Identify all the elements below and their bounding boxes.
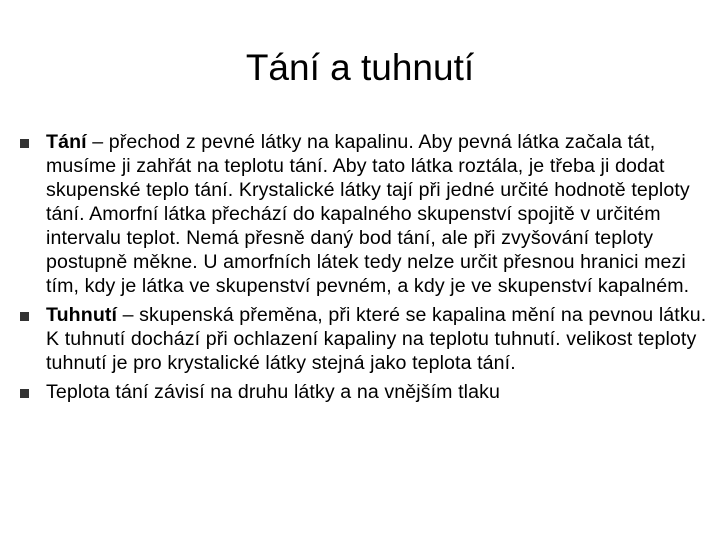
bullet-list (20, 130, 710, 409)
bullet-item-solidification (20, 303, 710, 375)
slide-title: Tání a tuhnutí (245, 47, 475, 88)
square-bullet-icon (20, 139, 29, 148)
square-bullet-icon (20, 312, 29, 321)
square-bullet-icon (20, 389, 29, 398)
bullet-item-melting (20, 130, 710, 298)
bullet-term: Tání (46, 131, 87, 153)
bullet-item-melting-point (20, 380, 710, 404)
bullet-text: – přechod z pevné látky na kapalinu. Aby pevná látka začala tát, musíme ji zahřát na teplotu tání. Aby tato látka roztála, je třeba ji dodat skupenské teplo tání. Krystalické látky tají při jedné určité hodnotě teploty tání. Amorfní látka přechází do kapalného skupenství spojitě v určitém intervalu teplot. Nemá přesně daný bod tání, ale při zvyšování teploty postupně měkne. U amorfních látek tedy nelze určit přesnou hranici mezi tím, kdy je látka ve skupenství pevném, a kdy je ve skupenství kapalném. (46, 131, 690, 297)
bullet-text: Teplota tání závisí na druhu látky a na vnějším tlaku (46, 381, 501, 403)
bullet-text: – skupenská přeměna, při které se kapalina mění na pevnou látku. K tuhnutí dochází při ochlazení kapaliny na teplotu tuhnutí. velikost teploty tuhnutí je pro krystalické látky stejná jako teplota tání. (46, 304, 707, 374)
bullet-term: Tuhnutí (46, 304, 118, 326)
